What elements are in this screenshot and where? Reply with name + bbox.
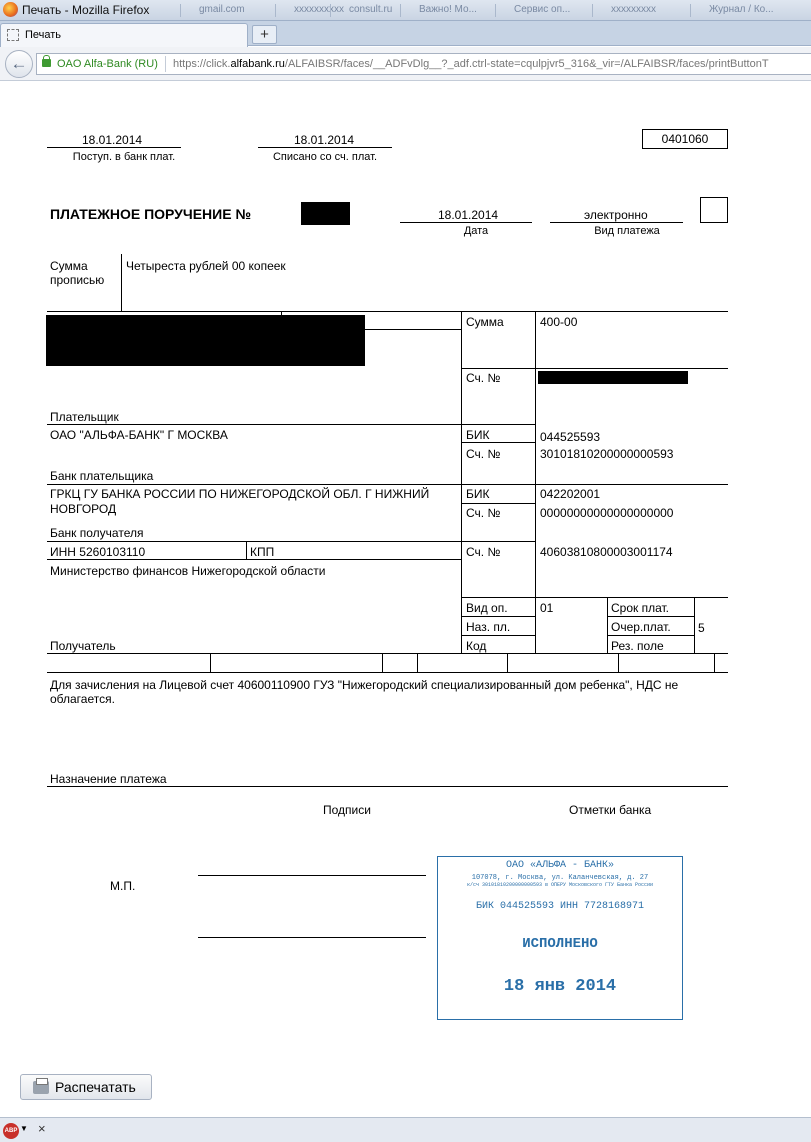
grid-line — [535, 368, 728, 369]
recipient-name: Министерство финансов Нижегородской области — [50, 564, 326, 578]
grid-line — [461, 635, 535, 636]
stamp-corr-account: к/сч 30101810200000000593 в ОПЕРУ Московского ГТУ Банка России — [466, 882, 654, 888]
signature-line — [198, 875, 426, 876]
status-box — [700, 197, 728, 223]
grid-line — [47, 484, 728, 485]
background-tab-ghost[interactable]: consult.ru — [330, 4, 400, 17]
stamp-status: ИСПОЛНЕНО — [522, 936, 598, 952]
grid-line — [47, 311, 728, 312]
url-prefix: https://click. — [173, 58, 231, 70]
navigation-bar — [0, 47, 811, 81]
payer-bank-account-value: 30101810200000000593 — [540, 447, 674, 461]
redacted-payer-details — [46, 315, 365, 366]
lock-icon — [42, 59, 51, 67]
form-code-box: 0401060 — [642, 129, 728, 149]
payer-account-label: Сч. № — [466, 371, 501, 385]
received-caption: Поступ. в банк плат. — [72, 151, 176, 163]
underline — [258, 147, 392, 148]
recipient-bank-account-value: 00000000000000000000 — [540, 506, 674, 520]
vid-op-label: Вид оп. — [466, 601, 508, 615]
url-path: /ALFAIBSR/faces/__ADFvDlg__?_adf.ctrl-state=cqulpjvr5_316&_vir=/ALFAIBSR/faces/printButtonT — [284, 58, 769, 70]
sum-label: Сумма — [466, 315, 504, 329]
tab-print[interactable] — [0, 23, 248, 47]
recipient-account-value: 40603810800003001174 — [540, 545, 673, 559]
grid-line — [607, 597, 608, 654]
payer-bank-name: ОАО "АЛЬФА-БАНК" Г МОСКВА — [50, 428, 228, 442]
sum-words-label-1: Сумма — [50, 259, 88, 273]
stamp-date: 18 янв 2014 — [503, 977, 617, 996]
naz-label: Наз. пл. — [466, 620, 511, 634]
blank-page-icon — [7, 29, 19, 41]
grid-line — [210, 653, 211, 672]
sum-words-value: Четыреста рублей 00 копеек — [126, 259, 286, 273]
payer-bik-value: 044525593 — [540, 430, 601, 444]
grid-line — [461, 311, 462, 654]
background-tab-ghost[interactable]: Важно! Мо... — [400, 4, 490, 17]
payer-bank-label: Банк плательщика — [50, 469, 154, 483]
underline — [550, 222, 683, 223]
grid-line — [461, 368, 535, 369]
payment-kind-caption: Вид платежа — [594, 225, 660, 237]
ocher-label: Очер.плат. — [611, 620, 671, 634]
seal-place-label: М.П. — [110, 879, 136, 893]
background-tab-ghost[interactable]: xxxxxxxxx — [592, 4, 677, 17]
recipient-bank-name-line2: НОВГОРОД — [50, 502, 117, 516]
status-bar — [0, 1117, 811, 1142]
debited-caption: Списано со сч. плат. — [272, 151, 378, 163]
payer-label: Плательщик — [50, 410, 119, 424]
printer-icon — [33, 1081, 49, 1094]
received-date: 18.01.2014 — [82, 133, 143, 147]
grid-line — [461, 442, 535, 443]
grid-line — [382, 653, 383, 672]
payer-bank-account-label: Сч. № — [466, 447, 501, 461]
underline — [400, 222, 532, 223]
grid-line — [47, 559, 461, 560]
background-tab-ghost[interactable]: Сервис оп... — [495, 4, 590, 17]
grid-line — [461, 616, 535, 617]
adblock-dropdown-icon[interactable]: ▼ — [20, 1124, 28, 1133]
recipient-kpp-label: КПП — [250, 545, 275, 559]
payment-order-document — [0, 82, 811, 1117]
purpose-line-2: облагается. — [50, 692, 115, 706]
debited-date: 18.01.2014 — [294, 133, 355, 147]
grid-line — [461, 503, 535, 504]
recipient-inn: ИНН 5260103110 — [50, 545, 146, 559]
recipient-bank-name-line1: ГРКЦ ГУ БАНКА РОССИИ ПО НИЖЕГОРОДСКОЙ ОБЛ. Г НИЖНИЙ — [50, 487, 430, 501]
url-domain: alfabank.ru — [230, 58, 285, 70]
kod-label: Код — [466, 639, 487, 653]
purpose-label: Назначение платежа — [50, 772, 167, 786]
grid-line — [535, 311, 536, 654]
recipient-bank-account-label: Сч. № — [466, 506, 501, 520]
grid-line — [47, 541, 535, 542]
date-caption: Дата — [463, 225, 489, 237]
payment-kind: электронно — [584, 208, 648, 222]
grid-line — [714, 653, 715, 672]
srok-label: Срок плат. — [611, 601, 670, 615]
grid-line — [47, 672, 728, 673]
vid-op-value: 01 — [540, 601, 554, 615]
redacted-payer-account — [538, 371, 688, 384]
stamp-ids: БИК 044525593 ИНН 7728168971 — [475, 901, 645, 912]
new-tab-button[interactable]: + — [252, 25, 277, 44]
grid-line — [246, 541, 247, 559]
stamp-address: 107078, г. Москва, ул. Каланчевская, д. 27 — [471, 874, 649, 882]
signatures-label: Подписи — [323, 803, 371, 817]
signature-line — [198, 937, 426, 938]
window-titlebar — [0, 0, 811, 21]
stamp-bank-name: ОАО «АЛЬФА - БАНК» — [505, 860, 615, 871]
grid-line — [461, 597, 728, 598]
grid-line — [694, 597, 695, 654]
address-bar[interactable] — [36, 53, 811, 75]
recipient-bank-label: Банк получателя — [50, 526, 144, 540]
background-tab-ghost[interactable]: Журнал / Ко... — [690, 4, 811, 17]
background-tab-ghost[interactable]: xxxxxxxxxx — [275, 4, 365, 17]
purpose-line-1: Для зачисления на Лицевой счет 40600110900 ГУЗ "Нижегородский специализированный дом ребенка", НДС не — [50, 678, 679, 692]
close-addon-bar-button[interactable]: × — [38, 1121, 46, 1136]
bank-marks-label: Отметки банка — [569, 803, 652, 817]
recipient-label: Получатель — [50, 639, 116, 653]
sum-value: 400-00 — [540, 315, 578, 329]
grid-line — [417, 653, 418, 672]
grid-line — [47, 653, 728, 654]
background-tab-ghost[interactable]: gmail.com — [180, 4, 270, 17]
firefox-icon — [3, 2, 18, 17]
underline — [47, 147, 181, 148]
grid-line — [121, 254, 122, 311]
grid-line — [607, 616, 694, 617]
document-date: 18.01.2014 — [438, 208, 499, 222]
recipient-bik-label: БИК — [466, 487, 490, 501]
grid-line — [607, 635, 694, 636]
grid-line — [47, 786, 728, 787]
recipient-account-label: Сч. № — [466, 545, 501, 559]
print-button-label: Распечатать — [55, 1079, 136, 1095]
recipient-bik-value: 042202001 — [540, 487, 601, 501]
document-title: ПЛАТЕЖНОЕ ПОРУЧЕНИЕ № — [50, 206, 252, 222]
site-identity[interactable]: OAO Alfa-Bank (RU) — [57, 58, 158, 70]
grid-line — [47, 424, 535, 425]
rez-label: Рез. поле — [611, 639, 664, 653]
sum-words-label-2: прописью — [50, 273, 105, 287]
back-button[interactable]: ← — [5, 50, 33, 78]
identity-divider — [165, 56, 166, 72]
print-button[interactable] — [20, 1074, 152, 1100]
tab-label: Печать — [25, 29, 62, 41]
grid-line — [618, 653, 619, 672]
payer-bik-label: БИК — [466, 428, 490, 442]
window-title: Печать - Mozilla Firefox — [22, 3, 150, 17]
redacted-number — [301, 202, 350, 225]
url-text[interactable] — [173, 58, 769, 70]
adblock-icon[interactable]: ABP — [3, 1123, 19, 1139]
ocher-value: 5 — [698, 621, 705, 635]
bank-stamp — [437, 856, 683, 1020]
grid-line — [507, 653, 508, 672]
